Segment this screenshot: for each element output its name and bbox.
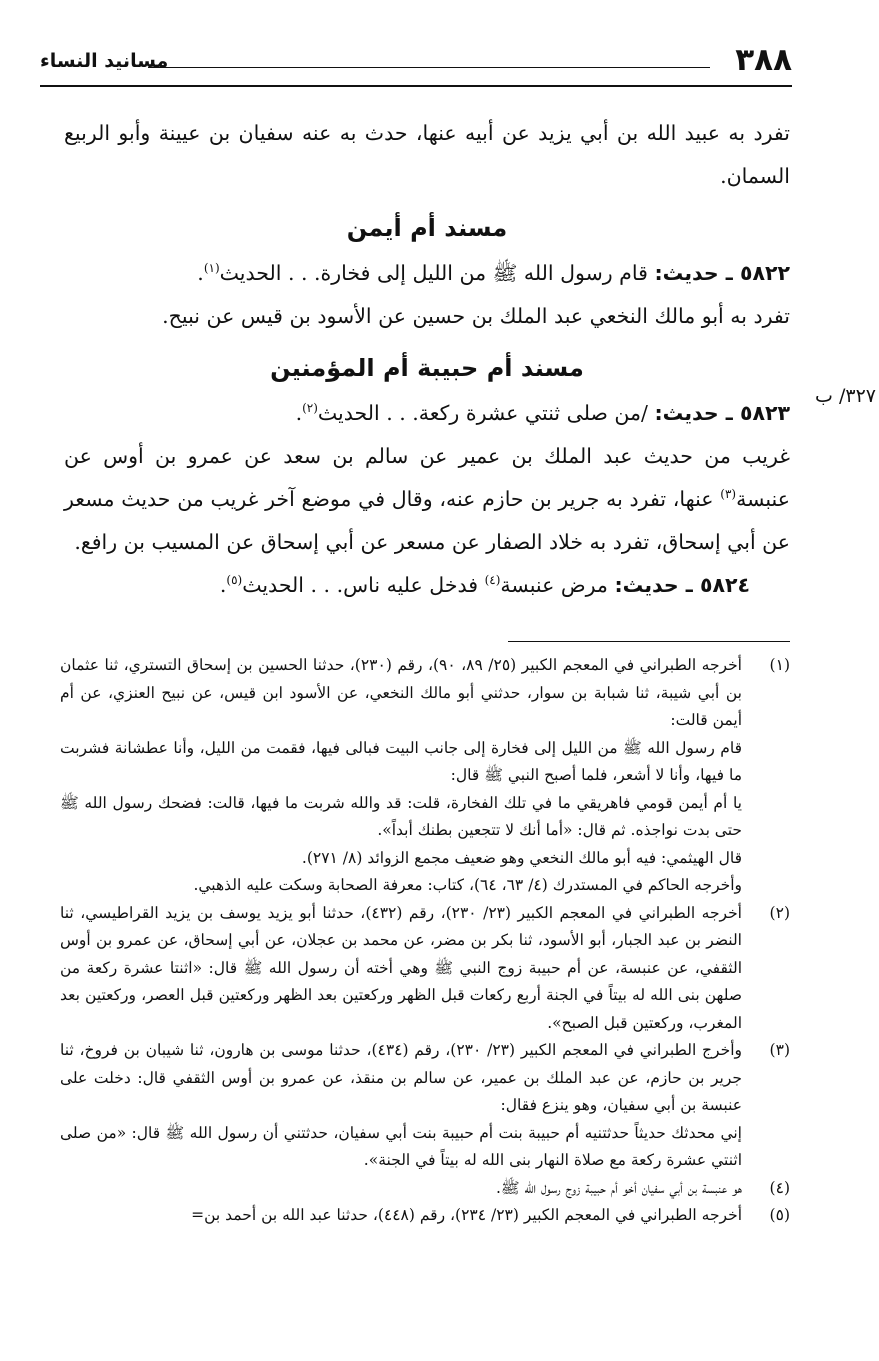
hadith-text: مرض عنبسة bbox=[500, 573, 608, 597]
hadith-number: ٥٨٢٣ ـ حديث: bbox=[654, 401, 790, 425]
footnote-mark: (١) bbox=[769, 656, 790, 674]
paragraph-5823 bbox=[64, 435, 790, 564]
section-heading-umm-habiba: مسند أم حبيبة أم المؤمنين bbox=[270, 354, 584, 382]
hadith-text: قام رسول الله ﷺ من الليل إلى فخارة. . . الحديث bbox=[219, 261, 648, 285]
footnote-paragraph: أخرجه الطبراني في المعجم الكبير (٢٣/ ٢٣٠)، رقم (٤٣٢)، حدثنا أبو يزيد يوسف بن يزيد القراطيسي، ثنا النضر بن عبد الجبار، أبو الأسود، ثنا بكر بن مضر، عن محمد بن عجلان، عن أبي إسحاق، عن عمرو بن أوس الثقفي، عن عنبسة، عن أم حبيبة زوج النبي ﷺ وهي أخته أن رسول الله ﷺ قال: «اثنتا عشرة ركعة من صلهن بنى الله له بيتاً في الجنة أربع ركعات قبل الظهر وركعتين بعد الظهر وركعتين قبل العصر، وركعتين بعد المغرب، وركعتين قبل الصبح». bbox=[60, 903, 742, 1032]
hadith-text: /من صلى ثنتي عشرة ركعة. . . الحديث bbox=[317, 401, 648, 425]
page-header bbox=[40, 38, 792, 84]
hadith-text: فدخل عليه ناس. . . الحديث bbox=[242, 573, 479, 597]
footnote-4 bbox=[60, 1175, 790, 1203]
hadith-number: ٥٨٢٢ ـ حديث: bbox=[654, 261, 790, 285]
manuscript-folio-note: ٣٢٧/ ب bbox=[815, 385, 876, 407]
hadith-5824 bbox=[64, 564, 790, 607]
intro-paragraph: تفرد به عبيد الله بن أبي يزيد عن أبيه عنها، حدث به عنه سفيان بن عيينة وأبو الربيع السمان. bbox=[64, 121, 790, 188]
paragraph-text: عنها، تفرد به جرير بن حازم عنه، وقال في موضع آخر غريب من حديث مسعر عن أبي إسحاق، تفرد به خلاد الصفار عن مسعر عن أبي إسحاق عن المسيب بن رافع. bbox=[64, 487, 790, 554]
footnote-paragraph: أخرجه الطبراني في المعجم الكبير (٢٣/ ٢٣٤)، رقم (٤٤٨)، حدثنا عبد الله بن أحمد بن= bbox=[191, 1206, 742, 1224]
page-number: ٣٨٨ bbox=[735, 42, 792, 78]
running-title: مسانيد النساء bbox=[40, 50, 169, 72]
footnote-1 bbox=[60, 652, 790, 900]
hadith-end: . bbox=[197, 261, 204, 285]
footnote-2 bbox=[60, 900, 790, 1038]
hadith-5823 bbox=[64, 392, 790, 435]
footnote-ref[interactable]: (٥) bbox=[226, 573, 243, 587]
header-line bbox=[148, 67, 710, 68]
paragraph-5822: تفرد به أبو مالك النخعي عبد الملك بن حسين عن الأسود بن قيس عن نبيح. bbox=[162, 304, 790, 328]
hadith-end: . bbox=[219, 573, 227, 597]
footnote-5 bbox=[60, 1202, 790, 1230]
footnote-paragraph: يا أم أيمن قومي فاهريقي ما في تلك الفخارة، قلت: قد والله شربت ما فيها، قالت: فضحك رسول الله ﷺ حتى بدت نواجذه. ثم قال: «أما أنك لا تتجعين بطنك أبداً». bbox=[60, 793, 742, 839]
footnote-paragraph: إني محدثك حديثاً حدثتنيه أم حبيبة بنت أم حبيبة بنت أبي سفيان، حدثتني أن رسول الله ﷺ قال: «من صلى اثنتي عشرة ركعة مع صلاة النهار بنى الله له بيتاً في الجنة». bbox=[60, 1123, 742, 1169]
paragraph-text: غريب من حديث عبد الملك بن عمير عن سالم بن سعد عن عمرو بن أوس عن عنبسة bbox=[64, 444, 790, 511]
footnote-paragraph: أخرجه الطبراني في المعجم الكبير (٢٥/ ٨٩، ٩٠)، رقم (٢٣٠)، حدثنا الحسين بن إسحاق التستري، ثنا عثمان بن أبي شيبة، ثنا شبابة بن سوار، حدثني أبو مالك النخعي، عن الأسود ابن قيس، عن نبيح العنزي، عن أم أيمن قالت: bbox=[60, 656, 742, 729]
hadith-number: ٥٨٢٤ ـ حديث: bbox=[614, 573, 750, 597]
footnotes bbox=[60, 652, 790, 1230]
section-heading-umm-ayman: مسند أم أيمن bbox=[346, 214, 508, 242]
footnote-mark: (٤) bbox=[769, 1178, 790, 1197]
footnote-mark: (٥) bbox=[769, 1206, 790, 1224]
footnote-ref[interactable]: (٤) bbox=[484, 573, 501, 587]
footnote-paragraph: هو عنبسة بن أبي سفيان أخو أم حبيبة زوج رسول الله ﷺ. bbox=[495, 1178, 742, 1197]
footnote-paragraph: وأخرجه الحاكم في المستدرك (٤/ ٦٣، ٦٤)، كتاب: معرفة الصحابة وسكت عليه الذهبي. bbox=[193, 876, 742, 894]
footnote-separator bbox=[508, 641, 790, 642]
footnote-paragraph: وأخرج الطبراني في المعجم الكبير (٢٣/ ٢٣٠)، رقم (٤٣٤)، حدثنا موسى بن هارون، ثنا شيبان بن فروخ، ثنا جرير بن حازم، عن عبد الملك بن عمير، عن سالم بن منقذ، عن عمرو بن أوس الثقفي قال: دخلت على عنبسة بن أبي سفيان، وهو ينزع فقال: bbox=[60, 1041, 742, 1114]
footnote-ref[interactable]: (٣) bbox=[720, 487, 737, 501]
footnote-paragraph: قام رسول الله ﷺ من الليل إلى فخارة إلى جانب البيت فبالى فيها، فقمت من الليل، وأنا عطشانة فشربت ما فيها، وأنا لا أشعر، فلما أصبح النبي ﷺ قال: bbox=[60, 738, 742, 784]
footnote-paragraph: قال الهيثمي: فيه أبو مالك النخعي وهو ضعيف مجمع الزوائد (٨/ ٢٧١). bbox=[301, 848, 742, 867]
footnote-ref[interactable]: (٢) bbox=[302, 401, 318, 415]
footnote-ref[interactable]: (١) bbox=[203, 261, 220, 275]
footnote-mark: (٣) bbox=[769, 1041, 790, 1059]
main-text bbox=[64, 112, 790, 607]
footnote-3 bbox=[60, 1037, 790, 1175]
footnote-mark: (٢) bbox=[769, 903, 790, 922]
hadith-end: . bbox=[295, 401, 303, 425]
hadith-5822 bbox=[64, 252, 790, 295]
header-rule bbox=[40, 85, 792, 87]
